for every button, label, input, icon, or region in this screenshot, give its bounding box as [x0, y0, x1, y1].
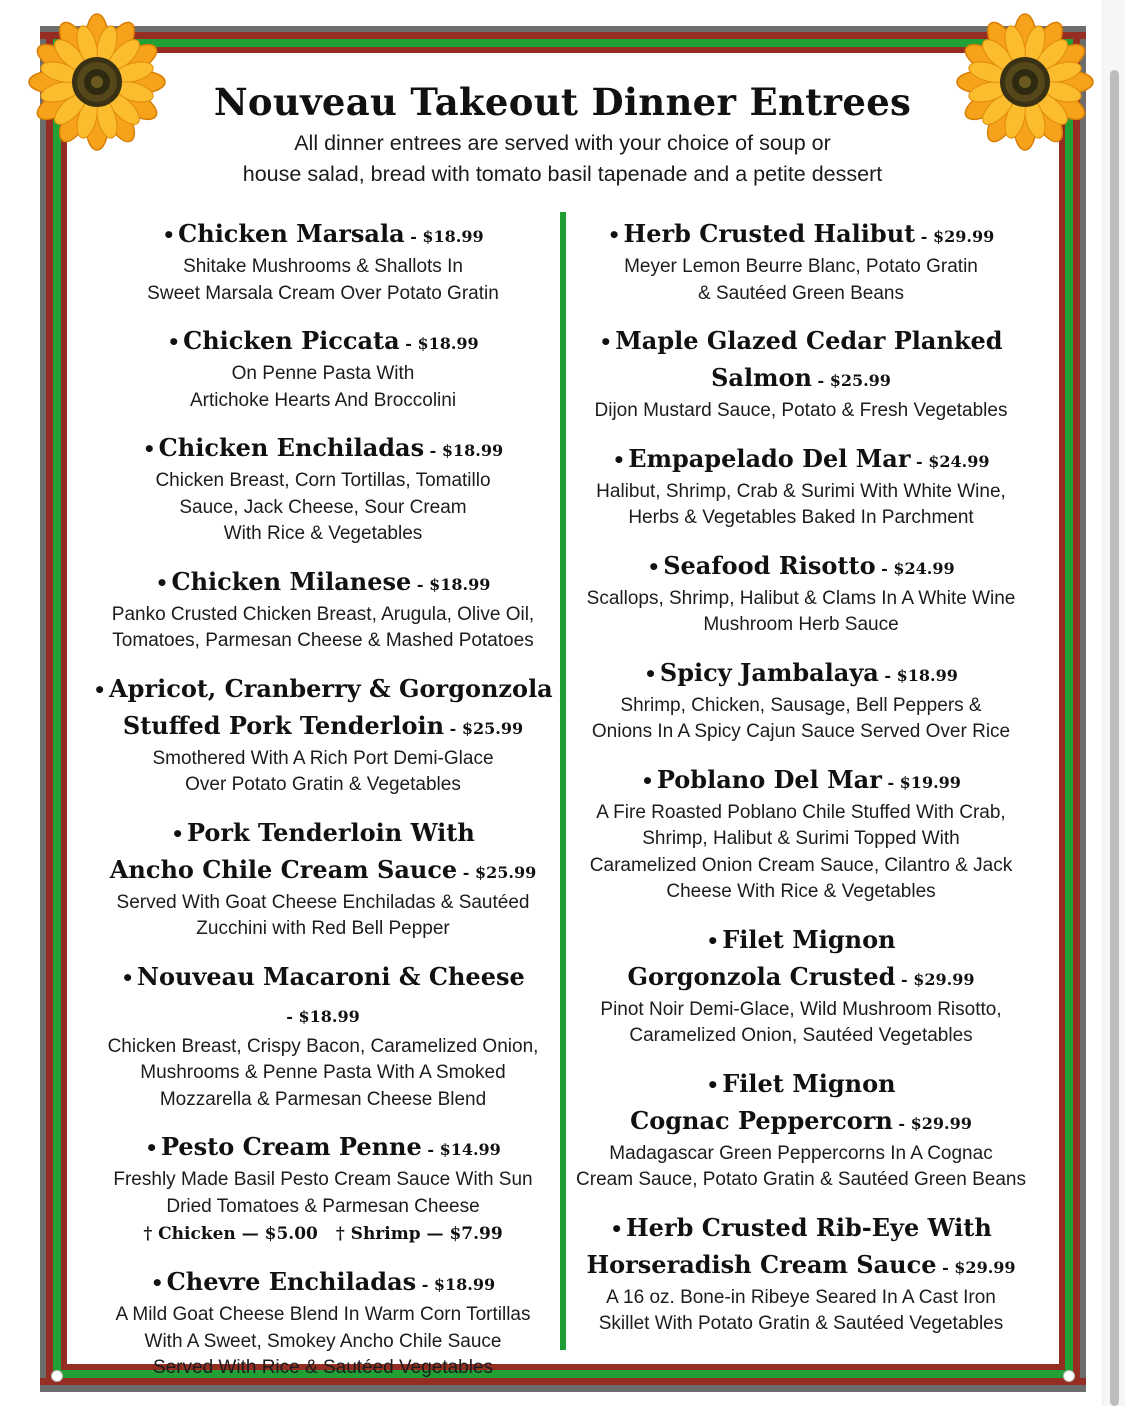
entree-name-line: [568, 1103, 1034, 1141]
entree-price-value: $18.99: [417, 334, 479, 353]
entree-name: [88, 815, 558, 890]
entree-price: - $18.99: [424, 441, 504, 460]
menu-entree: [88, 1129, 558, 1248]
entree-price: - $18.99: [404, 227, 484, 246]
bullet-icon: •: [644, 661, 657, 686]
entree-name-line: [568, 360, 1034, 398]
entree-name: [568, 1066, 1034, 1141]
entree-description-line: Caramelized Onion Cream Sauce, Cilantro & Jack: [589, 854, 1013, 876]
entree-description-line: With Rice & Vegetables: [223, 523, 423, 544]
entree-description-line: Sauce, Jack Cheese, Sour Cream: [179, 496, 467, 518]
menu-entree: [88, 959, 558, 1114]
entree-name-text: Seafood Risotto: [663, 550, 876, 580]
entree-addons: [88, 1220, 558, 1248]
bullet-icon: •: [167, 330, 181, 354]
entree-description-line: A Fire Roasted Poblano Chile Stuffed With Crab,: [596, 801, 1006, 823]
entree-name-text: Filet Mignon: [722, 924, 896, 954]
entree-price-value: $18.99: [298, 1006, 360, 1026]
menu-entree: [568, 216, 1034, 307]
addon-price: $7.99: [449, 1224, 503, 1244]
entree-name: [568, 655, 1034, 693]
entree-description-line: Cream Sauce, Potato Gratin & Sautéed Green Beans: [576, 1169, 1026, 1190]
entree-description-line: Zucchini with Red Bell Pepper: [196, 918, 450, 939]
entree-description-line: Dried Tomatoes & Parmesan Cheese: [166, 1195, 480, 1217]
entree-name: [568, 762, 1034, 800]
entree-description-line: Over Potato Gratin & Vegetables: [185, 774, 461, 795]
frame-stripe-red-outer-right: [1073, 32, 1080, 1385]
sunflower-icon: [955, 12, 1095, 152]
entree-price: - $18.99: [399, 334, 479, 353]
addon-label: Chicken: [158, 1224, 236, 1244]
entree-price-value: $19.99: [899, 772, 961, 792]
entree-description-line: Pinot Noir Demi-Glace, Wild Mushroom Risotto,: [600, 998, 1002, 1020]
entree-price: - $25.99: [457, 862, 537, 882]
entree-name-line: [88, 815, 558, 852]
entree-name-line: [88, 323, 558, 361]
entree-price-value: $25.99: [829, 371, 891, 390]
entree-name-line: [568, 548, 1034, 586]
entree-price-value: $18.99: [896, 665, 958, 685]
entree-price: - $24.99: [910, 451, 990, 471]
entree-name: [88, 430, 558, 468]
entree-description-line: Onions In A Spicy Cajun Sauce Served Over Rice: [591, 721, 1011, 742]
entree-name-line: [88, 216, 558, 254]
entree-name-text: Ancho Chile Cream Sauce: [109, 854, 458, 884]
entree-description-line: Artichoke Hearts And Broccolini: [189, 389, 457, 411]
scrollbar-track[interactable]: [1102, 0, 1125, 1406]
addon-label: Shrimp: [350, 1224, 421, 1244]
entree-price-value: $29.99: [910, 1113, 972, 1133]
entree-price-value: $24.99: [928, 451, 990, 471]
bullet-icon: •: [706, 1072, 720, 1097]
menu-entree: [568, 1210, 1034, 1338]
menu-entree: [88, 216, 558, 307]
entree-description-line: Chicken Breast, Corn Tortillas, Tomatillo: [155, 470, 491, 491]
entree-description-line: Tomatoes, Parmesan Cheese & Mashed Potatoes: [112, 630, 534, 651]
menu-entree: [88, 430, 558, 548]
bullet-icon: •: [612, 447, 626, 472]
menu-entree: [88, 1264, 558, 1382]
entree-description-line: On Penne Pasta With: [231, 363, 415, 384]
entree-name-text: Nouveau Macaroni & Cheese: [137, 961, 525, 991]
entree-column-right: [568, 216, 1034, 1354]
entree-description-line: Madagascar Green Peppercorns In A Cognac: [609, 1142, 993, 1164]
entree-name-text: Chicken Milanese: [171, 566, 412, 596]
entree-price: - $25.99: [444, 718, 524, 738]
entree-name: [568, 548, 1034, 586]
entree-price: - $29.99: [892, 1113, 972, 1133]
entree-description-line: Skillet With Potato Gratin & Sautéed Vegetables: [598, 1313, 1004, 1334]
entree-name: [88, 1129, 558, 1167]
menu-entree: [568, 1066, 1034, 1194]
entree-price-value: $18.99: [422, 227, 484, 246]
entree-description-line: Freshly Made Basil Pesto Cream Sauce With Sun: [113, 1169, 533, 1190]
entree-price-value: $29.99: [933, 227, 995, 246]
scrollbar-thumb[interactable]: [1110, 70, 1119, 1406]
entree-name: [88, 323, 558, 361]
entree-description-line: Caramelized Onion, Sautéed Vegetables: [629, 1025, 973, 1046]
entree-price-value: $18.99: [441, 441, 504, 460]
menu-entree: [568, 922, 1034, 1050]
frame-stripe-green-left: [53, 39, 61, 1378]
entree-name-text: Salmon: [711, 363, 812, 392]
entree-name: [88, 1264, 558, 1302]
entree-name-text: Herb Crusted Halibut: [623, 219, 916, 248]
entree-description-line: Shrimp, Halibut & Surimi Topped With: [642, 828, 960, 849]
bullet-icon: •: [155, 570, 169, 595]
entree-price-value: $29.99: [913, 969, 975, 989]
entree-name-text: Pesto Cream Penne: [160, 1132, 422, 1161]
entree-price-value: $24.99: [893, 558, 955, 578]
menu-entree: [568, 655, 1034, 746]
bullet-icon: •: [162, 223, 176, 247]
entree-name: [88, 671, 558, 746]
menu-entree: [88, 323, 558, 414]
entree-name-line: [88, 430, 558, 468]
entree-name-text: Stuffed Pork Tenderloin: [122, 710, 445, 740]
entree-name-text: Gorgonzola Crusted: [627, 961, 896, 991]
menu-subtitle-line-1: All dinner entrees are served with your choice of soup or: [294, 131, 831, 155]
entree-name: [88, 216, 558, 254]
entree-description-line: Herbs & Vegetables Baked In Parchment: [628, 507, 974, 528]
entree-description-line: Sweet Marsala Cream Over Potato Gratin: [147, 282, 499, 304]
entree-column-left: [88, 216, 558, 1398]
frame-stripe-green-right: [1065, 39, 1073, 1378]
entree-price: - $18.99: [286, 1006, 360, 1026]
bullet-icon: •: [610, 1216, 623, 1241]
entree-name: [568, 323, 1034, 398]
entree-name-line: [88, 852, 558, 890]
rivet-bottom-left: [51, 1370, 63, 1382]
bullet-icon: •: [647, 554, 661, 579]
addon-price: $5.00: [264, 1224, 318, 1244]
entree-name: [568, 216, 1034, 254]
entree-description-line: & Sautéed Green Beans: [698, 282, 904, 304]
entree-description-line: Smothered With A Rich Port Demi-Glace: [152, 747, 494, 769]
bullet-icon: •: [641, 768, 654, 793]
entree-description-line: Shrimp, Chicken, Sausage, Bell Peppers &: [620, 694, 982, 716]
entree-price: - $18.99: [411, 574, 491, 594]
entree-name-text: Chicken Enchiladas: [158, 433, 425, 462]
dagger-icon: †: [335, 1224, 345, 1244]
entree-description-line: A 16 oz. Bone-in Ribeye Seared In A Cast Iron: [606, 1286, 996, 1308]
entree-description-line: Cheese With Rice & Vegetables: [666, 881, 936, 902]
entree-price-value: $18.99: [433, 1275, 496, 1294]
entree-name-line: [568, 1247, 1034, 1285]
bullet-icon: •: [599, 330, 613, 354]
entree-name-line: [568, 922, 1034, 959]
menu-entree: [568, 323, 1034, 425]
entree-description-line: Mozzarella & Parmesan Cheese Blend: [159, 1088, 487, 1110]
entree-price-value: $29.99: [954, 1257, 1016, 1277]
entree-price: - $29.99: [936, 1257, 1016, 1277]
addon-option: † Chicken — $5.00: [143, 1224, 318, 1244]
entree-description-line: Shitake Mushrooms & Shallots In: [183, 256, 463, 277]
entree-name-text: Cognac Peppercorn: [630, 1105, 893, 1135]
entree-description-line: Mushroom Herb Sauce: [703, 614, 899, 635]
column-divider: [560, 212, 566, 1350]
menu-entree: [568, 762, 1034, 906]
bullet-icon: •: [142, 437, 156, 461]
entree-name-line: [568, 655, 1034, 693]
entree-name-text: Filet Mignon: [722, 1068, 896, 1098]
frame-stripe-red-outer-left: [46, 32, 53, 1385]
entree-name-text: Herb Crusted Rib-Eye With: [626, 1212, 992, 1242]
entree-name-line: [568, 762, 1034, 800]
entree-name-text: Apricot, Cranberry & Gorgonzola: [109, 673, 553, 703]
frame-stripe-red-outer-top: [40, 32, 1086, 39]
entree-name-text: Chicken Piccata: [183, 326, 400, 355]
entree-description-line: With A Sweet, Smokey Ancho Chile Sauce: [144, 1330, 502, 1352]
menu-entree: [568, 548, 1034, 639]
entree-name: [568, 922, 1034, 997]
entree-name-text: Pork Tenderloin With: [187, 817, 475, 847]
entree-description-line: A Mild Goat Cheese Blend In Warm Corn Tortillas: [115, 1304, 531, 1325]
entree-price: - $19.99: [881, 772, 961, 792]
bullet-icon: •: [121, 965, 135, 990]
entree-name: [88, 564, 558, 602]
entree-name: [568, 441, 1034, 479]
entree-description-line: Dijon Mustard Sauce, Potato & Fresh Vegetables: [594, 400, 1008, 421]
entree-description-line: Meyer Lemon Beurre Blanc, Potato Gratin: [624, 256, 978, 277]
entree-price: - $29.99: [915, 227, 995, 246]
sunflower-icon: [27, 12, 167, 152]
entree-price: - $25.99: [811, 371, 891, 390]
entree-name: [88, 959, 558, 1034]
addon-option: † Shrimp — $7.99: [335, 1224, 503, 1244]
entree-description-line: Served With Goat Cheese Enchiladas & Sautéed: [116, 891, 530, 913]
frame-stripe-red-inner-right: [1059, 47, 1065, 1370]
entree-description-line: Panko Crusted Chicken Breast, Arugula, Olive Oil,: [111, 603, 535, 625]
entree-price-value: $14.99: [439, 1140, 501, 1159]
entree-name-text: Poblano Del Mar: [656, 764, 882, 794]
frame-stripe-green-top: [53, 39, 1073, 47]
entree-price-value: $25.99: [474, 862, 537, 882]
entree-description-line: Served With Rice & Sautéed Vegetables: [152, 1357, 494, 1378]
entree-name-line: [568, 441, 1034, 479]
entree-name-line: [88, 959, 558, 1034]
entree-price: - $18.99: [878, 665, 958, 685]
entree-name-text: Spicy Jambalaya: [659, 657, 879, 687]
entree-name: [568, 1210, 1034, 1285]
entree-description-line: Chicken Breast, Crispy Bacon, Caramelized Onion,: [107, 1035, 539, 1057]
entree-name-line: [568, 1210, 1034, 1247]
menu-subtitle-line-2: house salad, bread with tomato basil tapenade and a petite dessert: [242, 162, 883, 186]
entree-price-value: $18.99: [429, 574, 491, 594]
entree-name-text: Empapelado Del Mar: [628, 443, 911, 473]
entree-name-text: Maple Glazed Cedar Planked: [615, 326, 1003, 355]
entree-name-line: [88, 1264, 558, 1302]
rivet-bottom-right: [1063, 1370, 1075, 1382]
entree-name-text: Chicken Marsala: [178, 219, 405, 248]
entree-name-text: Chevre Enchiladas: [166, 1267, 417, 1296]
entree-name-line: [88, 708, 558, 746]
dagger-icon: †: [143, 1224, 153, 1244]
entree-price-value: $25.99: [461, 718, 524, 738]
entree-name-line: [568, 323, 1034, 360]
bullet-icon: •: [150, 1271, 164, 1295]
bullet-icon: •: [607, 223, 621, 247]
bullet-icon: •: [145, 1136, 158, 1160]
entree-name-text: Horseradish Cream Sauce: [586, 1249, 937, 1279]
entree-name-line: [88, 564, 558, 602]
entree-price: - $14.99: [421, 1140, 501, 1159]
entree-price: - $18.99: [416, 1275, 496, 1294]
entree-name-line: [568, 216, 1034, 254]
bullet-icon: •: [171, 821, 184, 846]
entree-name-line: [88, 671, 558, 708]
bullet-icon: •: [93, 677, 107, 702]
entree-description-line: Mushrooms & Penne Pasta With A Smoked: [140, 1062, 506, 1083]
bullet-icon: •: [706, 928, 720, 953]
entree-description-line: Scallops, Shrimp, Halibut & Clams In A White Wine: [586, 587, 1016, 609]
entree-price: - $24.99: [875, 558, 955, 578]
entree-description-line: Halibut, Shrimp, Crab & Surimi With White Wine,: [596, 480, 1006, 502]
menu-entree: [88, 564, 558, 655]
menu-title: Nouveau Takeout Dinner Entrees: [213, 80, 912, 124]
menu-entree: [88, 671, 558, 799]
menu-entree: [568, 441, 1034, 532]
entree-name-line: [568, 959, 1034, 997]
entree-price: - $29.99: [895, 969, 975, 989]
entree-name-line: [88, 1129, 558, 1167]
menu-entree: [88, 815, 558, 943]
entree-name-line: [568, 1066, 1034, 1103]
